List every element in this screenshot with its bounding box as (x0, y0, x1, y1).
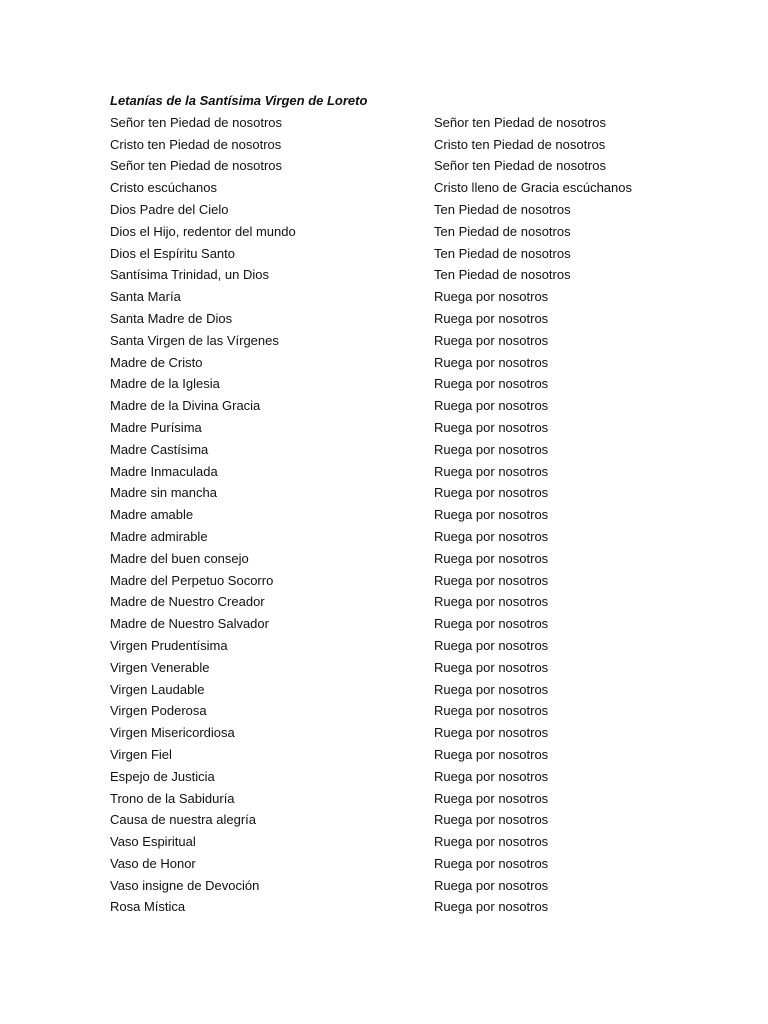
invocation-text: Madre sin mancha (110, 485, 217, 501)
litany-row (110, 831, 710, 853)
litany-row (110, 657, 710, 679)
litany-row (110, 591, 710, 613)
response-text: Ten Piedad de nosotros (434, 267, 571, 283)
response-text: Ruega por nosotros (434, 310, 549, 326)
response-text: Ruega por nosotros (434, 725, 549, 741)
litany-row (110, 286, 710, 308)
response-text: Ruega por nosotros (434, 899, 549, 915)
litany-list (110, 112, 710, 918)
invocation-text: Rosa Mística (110, 899, 186, 915)
litany-row (110, 482, 710, 504)
litany-row (110, 112, 710, 134)
invocation-text: Madre del buen consejo (110, 550, 249, 566)
invocation-text: Vaso de Honor (110, 855, 196, 871)
invocation-text: Dios el Espíritu Santo (110, 245, 236, 261)
litany-row (110, 766, 710, 788)
litany-row (110, 177, 710, 199)
invocation-text: Madre Castísima (110, 441, 209, 457)
litany-row (110, 504, 710, 526)
litany-row (110, 417, 710, 439)
litany-row (110, 155, 710, 177)
litany-row (110, 330, 710, 352)
response-text: Ruega por nosotros (434, 834, 549, 850)
response-text: Ruega por nosotros (434, 550, 549, 566)
invocation-text: Santa Madre de Dios (110, 310, 233, 326)
litany-row (110, 352, 710, 374)
response-text: Ruega por nosotros (434, 768, 549, 784)
response-text: Ruega por nosotros (434, 376, 549, 392)
response-text: Ruega por nosotros (434, 572, 549, 588)
response-text: Ruega por nosotros (434, 812, 549, 828)
invocation-text: Virgen Misericordiosa (110, 725, 235, 741)
invocation-text: Madre de Nuestro Creador (110, 594, 265, 610)
litany-row (110, 264, 710, 286)
invocation-text: Madre de Cristo (110, 354, 203, 370)
response-text: Ruega por nosotros (434, 746, 549, 762)
invocation-text: Dios el Hijo, redentor del mundo (110, 223, 296, 239)
invocation-text: Señor ten Piedad de nosotros (110, 114, 283, 130)
invocation-text: Madre admirable (110, 528, 208, 544)
response-text: Ruega por nosotros (434, 637, 549, 653)
invocation-text: Virgen Fiel (110, 746, 172, 762)
litany-row (110, 896, 710, 918)
response-text: Ruega por nosotros (434, 659, 549, 675)
response-text: Ruega por nosotros (434, 463, 549, 479)
litany-row (110, 613, 710, 635)
response-text: Señor ten Piedad de nosotros (434, 114, 607, 130)
response-text: Ruega por nosotros (434, 507, 549, 523)
response-text: Ten Piedad de nosotros (434, 223, 571, 239)
invocation-text: Causa de nuestra alegría (110, 812, 256, 828)
invocation-text: Santa Virgen de las Vírgenes (110, 332, 279, 348)
invocation-text: Madre Purísima (110, 419, 202, 435)
litany-row (110, 199, 710, 221)
litany-row (110, 395, 710, 417)
invocation-text: Santa María (110, 289, 181, 305)
invocation-text: Madre de la Divina Gracia (110, 398, 261, 414)
litany-row (110, 809, 710, 831)
response-text: Ruega por nosotros (434, 594, 549, 610)
response-text: Ruega por nosotros (434, 855, 549, 871)
response-text: Señor ten Piedad de nosotros (434, 158, 607, 174)
response-text: Ruega por nosotros (434, 877, 549, 893)
litany-row (110, 679, 710, 701)
document-title: Letanías de la Santísima Virgen de Loreto (110, 93, 368, 108)
litany-row (110, 308, 710, 330)
litany-row (110, 788, 710, 810)
invocation-text: Dios Padre del Cielo (110, 201, 229, 217)
invocation-text: Virgen Poderosa (110, 703, 207, 719)
response-text: Ruega por nosotros (434, 441, 549, 457)
invocation-text: Madre del Perpetuo Socorro (110, 572, 274, 588)
invocation-text: Virgen Laudable (110, 681, 205, 697)
litany-row (110, 461, 710, 483)
response-text: Cristo ten Piedad de nosotros (434, 136, 606, 152)
response-text: Ruega por nosotros (434, 485, 549, 501)
litany-row (110, 243, 710, 265)
response-text: Ten Piedad de nosotros (434, 201, 571, 217)
response-text: Ruega por nosotros (434, 332, 549, 348)
litany-row (110, 875, 710, 897)
response-text: Ruega por nosotros (434, 419, 549, 435)
response-text: Ruega por nosotros (434, 616, 549, 632)
invocation-text: Señor ten Piedad de nosotros (110, 158, 283, 174)
invocation-text: Cristo ten Piedad de nosotros (110, 136, 282, 152)
invocation-text: Madre de Nuestro Salvador (110, 616, 269, 632)
litany-row (110, 134, 710, 156)
invocation-text: Cristo escúchanos (110, 180, 217, 196)
response-text: Cristo lleno de Gracia escúchanos (434, 180, 632, 196)
litany-row (110, 722, 710, 744)
litany-row (110, 853, 710, 875)
litany-row (110, 373, 710, 395)
response-text: Ruega por nosotros (434, 703, 549, 719)
litany-row (110, 221, 710, 243)
invocation-text: Madre amable (110, 507, 194, 523)
litany-row (110, 439, 710, 461)
invocation-text: Virgen Venerable (110, 659, 210, 675)
response-text: Ruega por nosotros (434, 790, 549, 806)
invocation-text: Vaso insigne de Devoción (110, 877, 260, 893)
litany-row (110, 548, 710, 570)
response-text: Ten Piedad de nosotros (434, 245, 571, 261)
invocation-text: Espejo de Justicia (110, 768, 215, 784)
invocation-text: Santísima Trinidad, un Dios (110, 267, 269, 283)
response-text: Ruega por nosotros (434, 528, 549, 544)
response-text: Ruega por nosotros (434, 398, 549, 414)
invocation-text: Virgen Prudentísima (110, 637, 228, 653)
invocation-text: Trono de la Sabiduría (110, 790, 235, 806)
litany-row (110, 635, 710, 657)
invocation-text: Madre de la Iglesia (110, 376, 220, 392)
invocation-text: Vaso Espiritual (110, 834, 196, 850)
response-text: Ruega por nosotros (434, 289, 549, 305)
litany-row (110, 570, 710, 592)
litany-row (110, 744, 710, 766)
invocation-text: Madre Inmaculada (110, 463, 218, 479)
response-text: Ruega por nosotros (434, 354, 549, 370)
litany-row (110, 700, 710, 722)
litany-row (110, 526, 710, 548)
response-text: Ruega por nosotros (434, 681, 549, 697)
